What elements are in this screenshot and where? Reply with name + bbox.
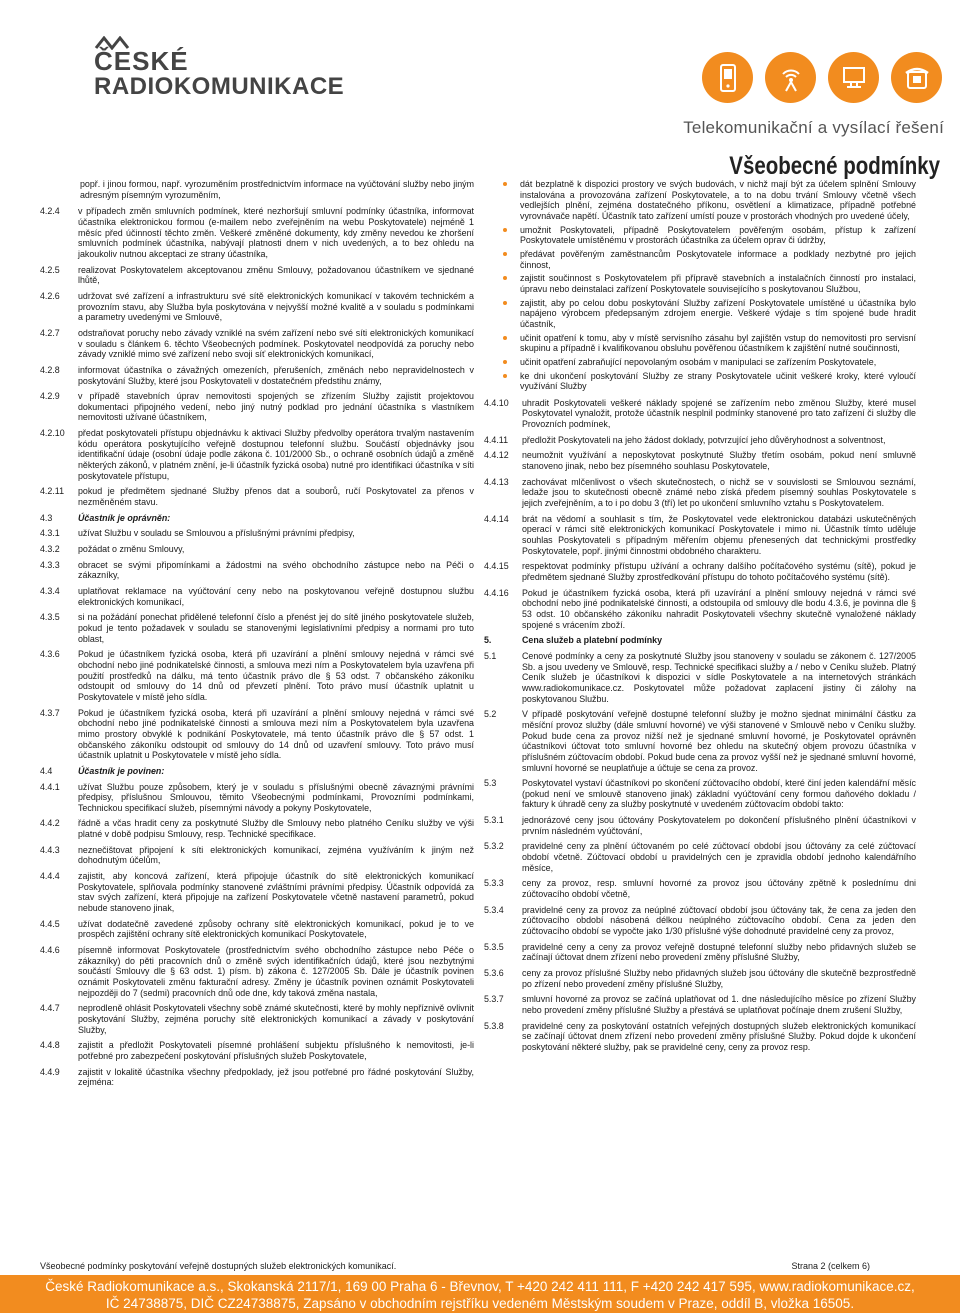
- clause-text: předložit Poskytovateli na jeho žádost doklady, potvrzující jeho důvěryhodnost a solventnost,: [522, 434, 886, 445]
- clause-item: [40, 649, 474, 702]
- clause-item: [484, 477, 916, 509]
- clause-item: [484, 778, 916, 810]
- clause-item: [40, 782, 474, 814]
- clause-text: požádat o změnu Smlouvy,: [78, 544, 185, 555]
- clause-number: 4.4.12: [484, 450, 509, 461]
- clause-number: 4.3.7: [40, 707, 60, 718]
- clause-text: pravidelné ceny za poskytování ostatních veřejných dostupných služeb elektronických komunikací se začínají účtovat dnem zřízení nebo provedení změny příslušné Služby. Pokud dojde k ukončení poskytování některé služby, pak se pravidelné ceny, ceny za provoz resp.: [522, 1020, 916, 1052]
- clause-item: [40, 560, 474, 581]
- document-title: Všeobecné podmínky: [729, 152, 940, 180]
- page-number: Strana 2 (celkem 6): [791, 1261, 870, 1271]
- section-heading: [484, 635, 916, 646]
- clause-number: 5.3.1: [484, 815, 504, 826]
- clause-text: Cenové podmínky a ceny za poskytnuté Služby jsou stanoveny v souladu se zákonem č. 127/2005 Sb. a jsou uvedeny ve Smlouvě, resp. Technické specifikaci služby a / nebo v Ceníku služeb. Platný Ceník služeb je účastníkovi k dispozici v sídle Poskytovatele a na internetových stránkách www.radiokomunikace.cz. Poskytovatel může požadovat zaplacení jistiny či zálohy na poskytovanou Službu.: [522, 650, 916, 704]
- clause-item: [484, 1021, 916, 1053]
- clause-item: [484, 968, 916, 989]
- clause-number: 5.3.2: [484, 841, 504, 852]
- clause-number: 4.2.4: [40, 206, 60, 217]
- clause-number: 4.4.1: [40, 781, 60, 792]
- clause-number: 4.2.5: [40, 264, 60, 275]
- clause-number: 4.3: [40, 512, 53, 523]
- clause-item: [40, 845, 474, 866]
- clause-number: 4.2.9: [40, 391, 60, 402]
- clause-text: zajistit v lokalitě účastníka všechny předpoklady, jež jsou potřebné pro řádné poskytování Služby, zejména:: [78, 1066, 474, 1088]
- clause-item: [40, 265, 474, 286]
- clause-number: 4.4.4: [40, 871, 60, 882]
- clause-number: 4.4: [40, 765, 53, 776]
- bullet-item: učinit opatření k tomu, aby v místě servisního zásahu byl zajištěn vstup do nemovitosti pro servisní skupinu a případně i kvalifikovanou obsluhu pověřenou účastníkem k zajištění nutné součinnosti,: [520, 332, 916, 354]
- clause-text: pravidelné ceny za plnění účtovaném po celé zúčtovací období jsou účtovány za celé zúčtovací období včetně. Zúčtovací období u pravidelných cen je zpravidla období jednoho kalendářního měsíce,: [522, 841, 916, 873]
- wifi-antenna-icon: [765, 52, 816, 103]
- clause-item: [40, 818, 474, 839]
- clause-item: [40, 708, 474, 761]
- clause-number: 5.3.8: [484, 1020, 504, 1031]
- clause-text: brát na vědomí a souhlasit s tím, že Poskytovatel vede elektronickou databázi uskutečněných operací v rámci sítě elektronických komunikací Poskytovatele i mimo ni. Účastník tímto uděluje souhlas Poskytovateli s případným měřením objemu přenesených dat technickými prostředky Poskytovatele, popř. jinými činnostmi obdobného charakteru.: [522, 513, 916, 556]
- clause-text: uplatňovat reklamace na vyúčtování ceny nebo na poskytovanou veřejně dostupnou službu elektronických komunikací,: [78, 586, 474, 607]
- clause-text: písemně informovat Poskytovatele (prostřednictvím svého obchodního zástupce nebo Péče o zákazníky) do pěti pracovních dnů o změně svých identifikačních údajů, které jsou nezbytnými součástí Smlouvy dle § 63 odst. 1) písm. b) zákona č. 127/2005 Sb. Dále je účastník povinen oznámit Poskytovateli změnu fakturační adresy. Změny je účastník povinen oznámit Poskytovateli nejpozději do 7 (sedmi) pracovních dnů ode dne, kdy taková změna nastala,: [78, 945, 474, 998]
- bullet-item: učinit opatření zabraňující nepovolaným osobám v manipulaci se zařízením Poskytovatele,: [520, 357, 916, 368]
- clause-number: 5.3.7: [484, 994, 504, 1005]
- clause-text: udržovat své zařízení a infrastrukturu své sítě elektronických komunikací v takovém technickém a provozním stavu, aby Služba byla poskytována v nejvyšší možné kvalitě a v souladu s podmínkami a parametry uvedenými ve Smlouvě,: [78, 290, 474, 323]
- clause-item: [40, 1040, 474, 1061]
- clause-item: [484, 942, 916, 963]
- mobile-phone-icon: [702, 52, 753, 103]
- tagline: Telekomunikační a vysílací řešení: [683, 118, 944, 137]
- clause-text: Pokud je účastníkem fyzická osoba, která při uzavírání a plnění smlouvy nejedná v rámci své obchodní nebo jiné podnikatelské činnosti a smlouva mezi ním a Poskytovatelem byla uzavřena mimo prostory obvyklé k podnikání Poskytovatele, má tento účastník právo dle § 57 odst. 1 občanského zákoníku odstoupit od smlouvy do 14 dnů od uzavření smlouvy. Toto právo musí účastník uplatnit u Poskytovatele v místě jeho sídla.: [78, 707, 474, 761]
- clause-number: 4.4.8: [40, 1040, 60, 1051]
- clause-number: 5.2: [484, 709, 497, 720]
- clause-item: [40, 391, 474, 423]
- clause-text: neznečištovat připojení k síti elektronických komunikací, zejména využíváním k jiným než dohodnutým účelům,: [78, 844, 474, 866]
- clause-item: [40, 206, 474, 259]
- clause-item: [40, 428, 474, 481]
- clause-text: informovat účastníka o závažných omezeních, přerušeních, změnách nebo nepravidelnostech v poskytování Služby, které jsou Poskytovateli v dostatečném předstihu známy,: [78, 364, 474, 386]
- clause-number: 5.: [484, 635, 492, 646]
- clause-text: neprodleně ohlásit Poskytovateli všechny sobě známé skutečnosti, které by mohly nepříznivě ovlivnit poskytování Služby, zejména poruchy sítě elektronických komunikací a závady v poskytování Služby,: [78, 1003, 474, 1035]
- clause-number: 4.3.6: [40, 649, 60, 660]
- clause-item: [484, 588, 916, 631]
- footer-line-2: IČ 24738875, DIČ CZ24738875, Zapsáno v obchodním rejstříku vedeném Městským soudem v Praze, oddíl B, vložka 16505.: [105, 1296, 855, 1311]
- clause-text: Pokud je účastníkem fyzická osoba, která při uzavírání a plnění smlouvy nejedná v rámci své obchodní nebo jiné podnikatelské činnosti, a smlouva mezi ním a Poskytovatelem byla uzavřena při použití prostředků na dálku, má tento účastník právo dle § 53 odst. 7 občanského zákoníku odstoupit od smlouvy do 14 dnů od převzetí plnění. Toto právo musí účastník uplatnit u Poskytovatele v místě jeho sídla.: [78, 649, 474, 702]
- clause-item: [484, 651, 916, 704]
- clause-text: Pokud je účastníkem fyzická osoba, která při uzavírání a plnění smlouvy nejedná v rámci své obchodní nebo jiné podnikatelské činnosti, a odstoupila od smlouvy dle bodu 4.3.6, je povinna dle § 53 odst. 10 občanského zákoníku nahradit Poskytovateli všechny skutečně vynaložené náklady spojené s vrácením zboží.: [522, 587, 916, 630]
- left-column: [40, 179, 474, 1093]
- clause-number: 5.1: [484, 650, 497, 661]
- clause-number: 4.4.10: [484, 397, 509, 408]
- bullet-item: zajistit součinnost s Poskytovatelem při přípravě stavebních a instalačních činností pro instalaci, úpravu nebo deinstalaci zařízení Poskytovatele souvisejícího s poskytovanou Službou,: [520, 273, 916, 294]
- clause-item: [484, 435, 916, 446]
- clause-number: 4.4.13: [484, 476, 509, 487]
- logo-line-1: ČESKÉ: [94, 46, 189, 76]
- clause-number: 5.3.5: [484, 941, 504, 952]
- clause-text: v případech změn smluvních podmínek, které nezhoršují smluvní podmínky účastníka, informovat účastníka elektronickou formou (e-mailem nebo zveřejněním na webu Poskytovatele) nejméně 1 měsíc před účinností těchto změn. Veškeré změněné dokumenty, kdy změny nevedou ke zhoršení smluvních podmínek účastníka, nabývají platnosti dnem v nich uvedených, a to bez ohledu na jakoukoliv nutnou akceptaci ze strany účastníka,: [78, 206, 474, 259]
- clause-number: 4.2.6: [40, 290, 60, 301]
- clause-text: smluvní hovorné za provoz se začíná uplatňovat od 1. dne následujícího měsíce po zřízení Služby nebo provedení změny příslušné Služby a přestává se uplatňovat počínaje dnem zrušení Služby,: [522, 994, 916, 1015]
- clause-number: 4.2.11: [40, 486, 65, 497]
- right-items: [484, 398, 916, 1053]
- clause-text: respektovat podmínky přístupu užívání a ochrany dalšího počítačového systému (sítě), pokud je předmětem sjednané Služby zprostředkování přístupu do tohoto počítačového systému (sítě).: [522, 561, 916, 582]
- clause-text: odstraňovat poruchy nebo závady vzniklé na svém zařízení nebo své síti elektronických komunikací v souladu s článkem 6. těchto Všeobecných podmínek. Poskytovatel neodpovídá za poruchy nebo závady vzniklé mimo své zařízení nebo svoji síť elektronických komunikací,: [78, 327, 474, 360]
- clause-item: [40, 919, 474, 940]
- clause-item: [40, 528, 474, 539]
- clause-text: zajistit a předložit Poskytovateli písemné prohlášení subjektu příslušného k nemovitosti, je-li potřebné pro zabezpečení poskytování příslušných služeb Poskytovatele,: [78, 1040, 474, 1061]
- clause-number: 4.4.5: [40, 918, 60, 929]
- clause-text: obracet se svými připomínkami a žádostmi na svého obchodního zástupce nebo na Péči o zákazníky,: [78, 559, 474, 581]
- clause-text: předat poskytovateli přístupu objednávku k aktivaci Služby předvolby operátora trvalým nastavením kódu operátora poskytujícího veřejně dostupnou telefonní službu. Součástí objednávky jsou identifikační údaje (osobní údaje podle zákona č. 101/2000 Sb., o ochraně osobních údajů a změně některých zákonů, v platném znění, je-li účastník fyzická osoba) nutné pro identifikaci účastníka v síti poskytovatele přístupu,: [78, 428, 474, 481]
- clause-number: 4.4.9: [40, 1066, 60, 1077]
- clause-item: [484, 561, 916, 582]
- right-column: [484, 179, 916, 1058]
- clause-text: Poskytovatel vystaví účastníkovi po skončení zúčtovacího období, které činí jeden kalendářní měsíc (pokud není ve smlouvě stanoveno jinak) základní vyúčtování ceny formou daňového dokladu / faktury k úhradě ceny za služby poskytnuté v uvedeném zúčtovacím období takto:: [522, 778, 916, 810]
- clause-text: užívat dodatečně zavedené způsoby ochrany sítě elektronických komunikací, pokud je to ve prospěch zajištění ochrany sítě elektronických komunikací Poskytovatele,: [78, 918, 474, 940]
- clause-number: 4.4.14: [484, 513, 509, 524]
- clause-text: neumožnit využívání a neposkytovat poskytnuté Služby třetím osobám, pokud není smluvně stanoveno jinak, nebo bez písemného souhlasu Poskytovatele,: [522, 450, 916, 472]
- footer-note-row: [40, 1261, 870, 1271]
- clause-number: 4.3.3: [40, 559, 60, 570]
- clause-item: [40, 1003, 474, 1035]
- section-heading: [40, 766, 474, 777]
- clause-text: jednorázové ceny jsou účtovány Poskytovatelem po dokončení příslušného plnění účastníkovi v prvním následném vyúčtování,: [522, 815, 916, 836]
- clause-text: užívat Službu v souladu se Smlouvou a příslušnými právními předpisy,: [78, 528, 355, 539]
- clause-item: [40, 586, 474, 607]
- clause-item: [40, 1067, 474, 1088]
- clause-text: v případě stavebních úprav nemovitosti spojených se zřízením Služby zajistit projektovou dokumentaci připojného vedení, nebo jiný nutný podklad pro jednání účastníka s vlastníkem nemovitosti užívané účastníkem,: [78, 391, 474, 423]
- clause-text: uhradit Poskytovateli veškeré náklady spojené se zařízením nebo změnou Služby, které musel Poskytovatel vynaložit, protože účastník nesplnil podmínky stanovené pro tato zařízení či služby dle Provozních podmínek,: [522, 397, 916, 430]
- clause-number: 4.2.10: [40, 428, 65, 439]
- computer-icon: [828, 52, 879, 103]
- clause-text: Účastník je oprávněn:: [78, 512, 171, 523]
- clause-item: [40, 544, 474, 555]
- clause-text: řádně a včas hradit ceny za poskytnuté Služby dle Smlouvy nebo platného Ceníku služby ve výši platné v době podpisu Smlouvy, resp. Technické specifikace.: [78, 818, 474, 840]
- clause-item: [40, 871, 474, 914]
- clause-item: [484, 815, 916, 836]
- clause-text: pravidelné ceny za provoz za neúplné zúčtovací období jsou účtovány tak, že cena za jeden den zúčtovacího období násobená délkou neúplného zúčtovacího období. Cena za jeden den zúčtovacího období se vypočte jako 1/30 příslušné výše dohodnuté pravidelné ceny za provoz,: [522, 904, 916, 937]
- left-items: [40, 206, 474, 1088]
- clause-number: 5.3.6: [484, 968, 504, 978]
- bullet-item: předávat pověřeným zaměstnancům Poskytovatele informace a podklady nezbytné pro jejich činnost,: [520, 248, 916, 270]
- clause-text: zajistit, aby koncová zařízení, která připojuje účastník do sítě elektronických komunikací Poskytovatele, splňovala podmínky stanovené zvláštními právními předpisy. Účastník odpovídá za stav svých zařízení, která připojuje na zařízení Poskytovatele včetně nastavení parametrů, pokud nebude stanoveno jinak,: [78, 871, 474, 914]
- clause-item: [40, 365, 474, 386]
- clause-item: [484, 841, 916, 873]
- bullet-list: [484, 179, 916, 392]
- clause-number: 4.3.5: [40, 612, 60, 623]
- clause-text: realizovat Poskytovatelem akceptovanou změnu Smlouvy, požadovanou účastníkem ve sjednané lhůtě,: [78, 264, 474, 286]
- footer-bar: [0, 1275, 960, 1313]
- clause-item: [484, 398, 916, 430]
- bullet-item: zajistit, aby po celou dobu poskytování Služby zařízení Poskytovatele umístěné u účastníka bylo napájeno výrobcem předepsaným zdrojem energie. Veškeré výdaje s tím spojené bude hradit účastník,: [520, 297, 916, 329]
- service-icons: [702, 52, 942, 103]
- clause-number: 4.4.15: [484, 561, 509, 572]
- clause-number: 4.3.4: [40, 586, 60, 596]
- clause-text: si na požádání ponechat přidělené telefonní číslo a přenést jej do sítě jiného poskytovatele služeb, pokud je tento požadavek v souladu se stanovenými legislativními předpisy a normami pro tuto oblast,: [78, 612, 474, 644]
- clause-number: 4.4.3: [40, 844, 60, 855]
- section-heading: [40, 513, 474, 524]
- clause-number: 4.2.7: [40, 327, 60, 338]
- clause-item: [484, 709, 916, 773]
- clause-item: [40, 945, 474, 998]
- clause-number: 5.3.3: [484, 878, 504, 889]
- clause-text: užívat Službu pouze způsobem, který je v souladu s příslušnými obecně závaznými právními předpisy, příslušnou Smlouvou, těmito Všeobecnými podmínkami, Provozními podmínkami, Technickou specifikací služeb, písemnými návody a pokyny Poskytovatele,: [78, 781, 474, 813]
- bullet-item: dát bezplatně k dispozici prostory ve svých budovách, v nichž mají být za účelem splnění Smlouvy instalována a provozována zařízení Poskytovatele, a to na dobu trvání Smlouvy včetně všech vedlejších plnění, zejména dostatečného příkonu, osvětlení a klimatizace, případně potřebné vyrovnávače napětí. Účastník tato zařízení umístí pouze v prostorách vhodných pro uvedené účely,: [520, 179, 916, 221]
- clause-item: [40, 328, 474, 360]
- footer-line-1: České Radiokomunikace a.s., Skokanská 2117/1, 169 00 Praha 6 - Břevnov, T +420 242 411 111, F +420 242 417 595, www.radiokomunikace.cz,: [45, 1279, 915, 1294]
- intro-paragraph: popř. i jinou formou, např. vyrozuměním prostřednictvím informace na vyúčtování služby nebo jiným adresným písemným vyrozuměním,: [80, 179, 474, 200]
- clause-item: [484, 878, 916, 899]
- clause-item: [40, 612, 474, 644]
- clause-number: 4.4.6: [40, 945, 60, 956]
- clause-number: 5.3: [484, 778, 497, 789]
- clause-number: 4.4.11: [484, 434, 509, 445]
- logo-line-2: RADIOKOMUNIKACE: [94, 73, 345, 100]
- clause-text: ceny za provoz příslušné Služby nebo přidavných služeb jsou účtovány dle skutečně bezprostředně po zřízení nebo provedení změny příslušné Služby,: [522, 968, 916, 989]
- clause-item: [484, 994, 916, 1015]
- clause-text: Cena služeb a platební podmínky: [522, 635, 663, 646]
- clause-number: 4.3.1: [40, 528, 60, 539]
- clause-item: [484, 905, 916, 937]
- clause-text: pravidelné ceny a ceny za provoz veřejně dostupné telefonní služby nebo přidavných služeb se začínají účtovat dnem zřízení nebo provedení změny příslušné Služby,: [522, 941, 916, 963]
- clause-item: [40, 291, 474, 323]
- clause-number: 4.4.7: [40, 1003, 60, 1014]
- clause-item: [484, 450, 916, 471]
- clause-number: 4.2.8: [40, 364, 60, 375]
- clause-item: [40, 486, 474, 507]
- footer-note: Všeobecné podmínky poskytování veřejně dostupných služeb elektronických komunikací.: [40, 1261, 397, 1271]
- telephone-icon: [891, 52, 942, 103]
- clause-text: pokud je předmětem sjednané Služby přenos dat a souborů, ručí Poskytovatel za přenos v nezměněném stavu.: [78, 486, 474, 508]
- bullet-item: umožnit Poskytovateli, případně Poskytovatelem pověřeným osobám, přístup k zařízení Poskytovatele umístěnému v prostorách účastníka za účelem oprav či údržby,: [520, 224, 916, 246]
- clause-item: [484, 514, 916, 557]
- bullet-item: ke dni ukončení poskytování Služby ze strany Poskytovatele učinit veškeré kroky, které vyloučí využívání Služby: [520, 370, 916, 392]
- clause-text: zachovávat mlčenlivost o všech skutečnostech, o nichž se v souvislosti se Smlouvou seznámí, ledaže jsou to skutečnosti obecně známé nebo získá předem písemný souhlas Poskytovatele s jejich zveřejněním, a to i po dobu 3 (tří) let po ukončení smluvního vztahu s Poskytovatelem.: [522, 476, 916, 509]
- clause-text: Účastník je povinen:: [78, 765, 165, 776]
- clause-number: 5.3.4: [484, 904, 504, 915]
- clause-number: 4.4.16: [484, 587, 509, 598]
- clause-text: ceny za provoz, resp. smluvní hovorné za provoz jsou účtovány zpětně k poslednímu dni zúčtovacího období včetně,: [522, 878, 916, 900]
- clause-text: V případě poskytování veřejně dostupné telefonní služby je možno sjednat minimální částku za měsíční provoz služby (dále smluvní hovorné) ve výši stanovené v Smlouvě nebo v Ceníku služby. Pokud bude cena za provoz nižší než je sjednané smluvní hovorné, je Poskytovatel oprávněn účastníkovi účtovat toto smluvní hovorné bez ohledu na skutečný objem provozu účastníka v příslušném zúčtovacím období. Pokud bude cena za provoz vyšší než je sjednané smluvní hovorné, smluvní hovorné se neuplatňuje a účtuje se cena za provoz.: [522, 709, 916, 773]
- clause-number: 4.4.2: [40, 818, 60, 829]
- clause-number: 4.3.2: [40, 544, 60, 555]
